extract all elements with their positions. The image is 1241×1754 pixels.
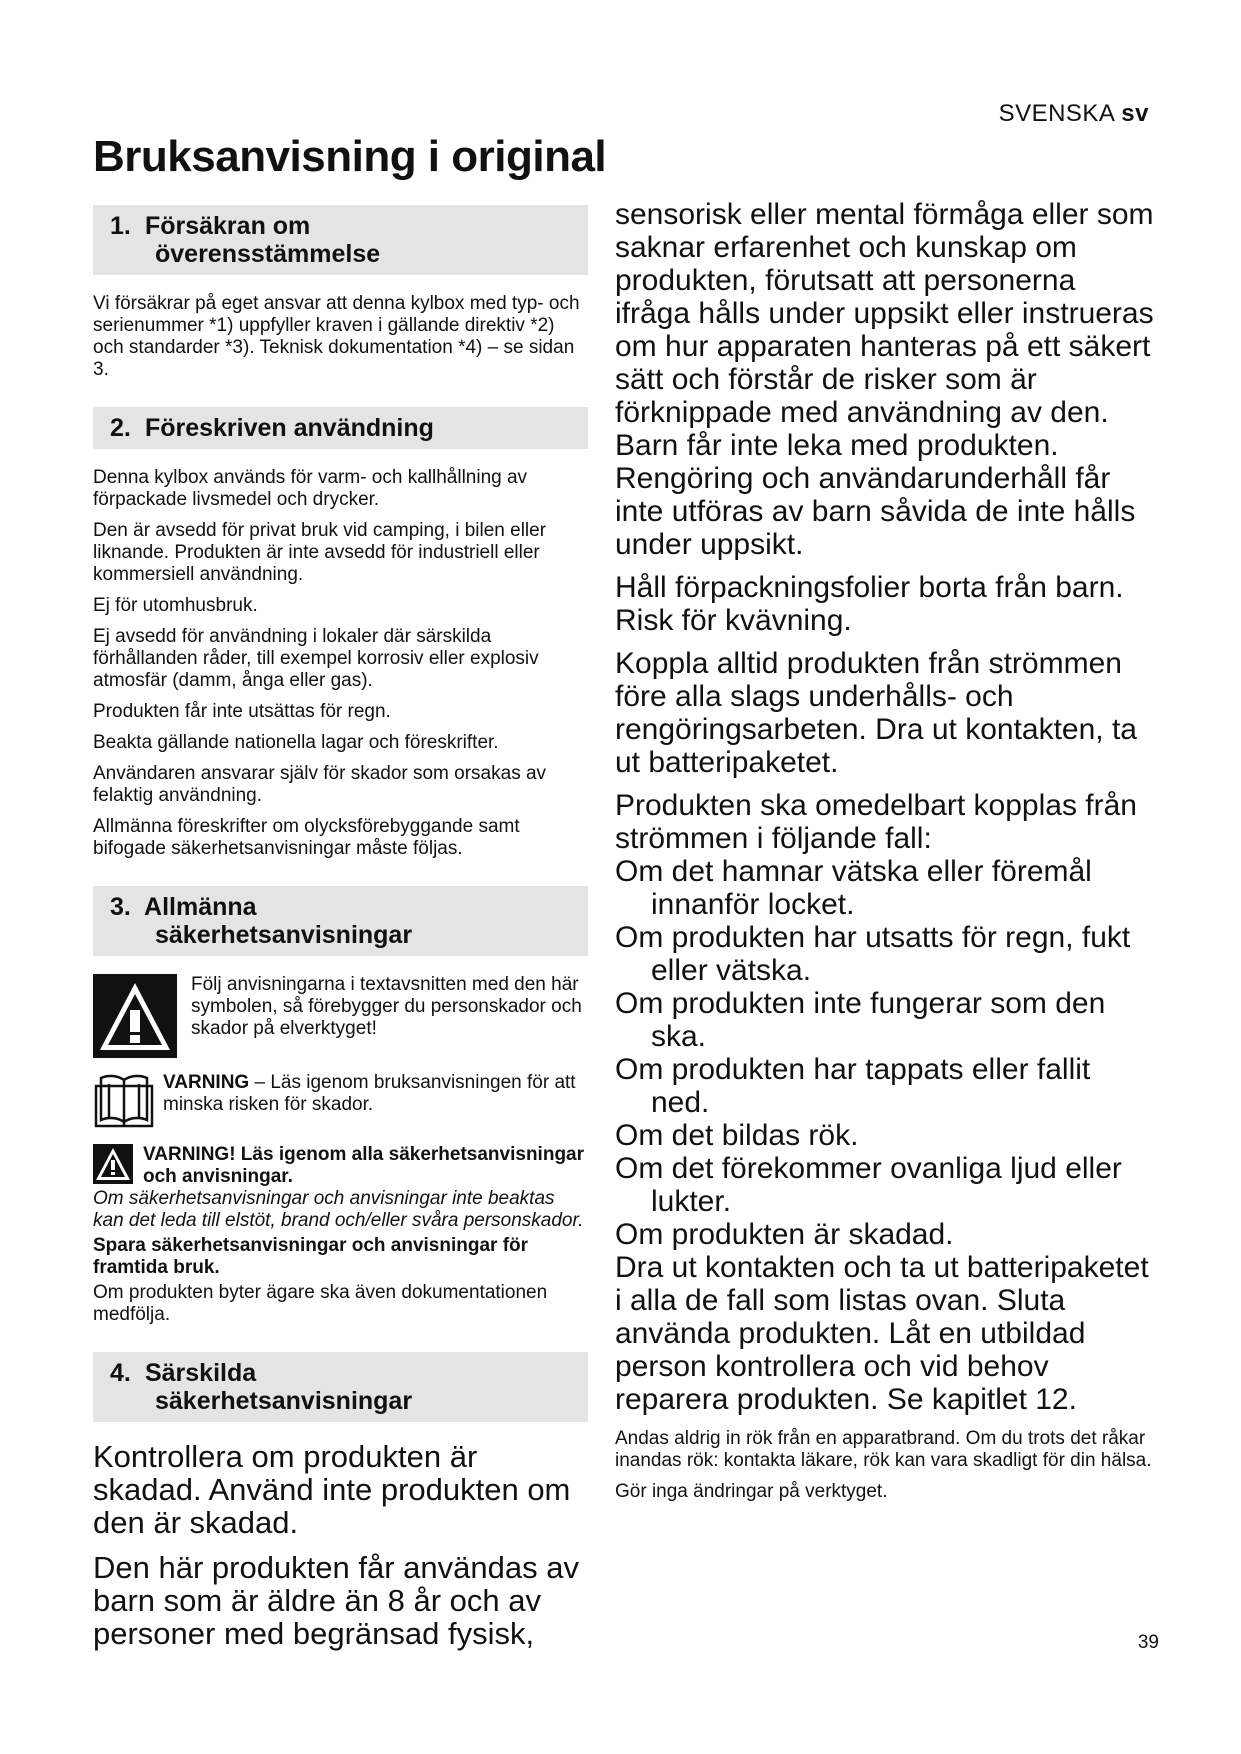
disconnect-conditions-list [615,855,1155,1251]
paragraph: Den är avsedd för privat bruk vid camping, i bilen eller liknande. Produkten är inte avsedd för industriell eller kommersiell användning. [93,520,547,585]
warning-triangle-icon [93,974,177,1063]
section-number: 1. [110,212,131,240]
paragraph: Den här produkten får användas av barn som är äldre än 8 år och av personer med begränsad fysisk, [93,1550,579,1651]
section-title-line2: överensstämmelse [155,240,381,268]
paragraph: Koppla alltid produkten från strömmen före alla slags underhålls- och rengöringsarbeten. Dra ut kontakten, ta ut batteripaketet. [615,647,1137,779]
paragraph: Dra ut kontakten och ta ut batteripaketet i alla de fall som listas ovan. Sluta använda produkten. Låt en utbildad person kontrollera och vid behov reparera produkten. Se kapitlet 12. [615,1251,1149,1416]
list-item: Om produkten har tappats eller fallit ned. [615,1053,1091,1119]
paragraph: Kontrollera om produkten är skadad. Använd inte produkten om den är skadad. [93,1439,571,1540]
list-item: Om det hamnar vätska eller föremål innanför locket. [615,855,1092,921]
warning-consequence-text: Om säkerhetsanvisningar och anvisningar inte beaktas kan det leda till elstöt, brand och/eller svåra personskador. [93,1188,584,1231]
list-item: Om produkten har utsatts för regn, fukt eller vätska. [615,921,1131,987]
paragraph: Ej för utomhusbruk. [93,595,258,616]
manual-warning-text [93,1072,588,1116]
language-name: SVENSKA [998,100,1115,127]
list-item: Om det förekommer ovanliga ljud eller lukter. [615,1152,1122,1218]
section-1-text: Vi försäkrar på eget ansvar att denna kylbox med typ- och serienummer *1) uppfyller kraven i gällande direktiv *2) och standarder *3). Teknisk dokumentation *4) – se sidan 3. [93,293,580,380]
read-warning-block [93,1144,588,1188]
section-title-line1: Allmänna [144,893,257,921]
page-number: 39 [1137,1632,1159,1653]
section-title-line2: säkerhetsanvisningar [155,921,413,949]
paragraph: Andas aldrig in rök från en apparatbrand. Om du trots det råkar inandas rök: kontakta läkare, rök kan vara skadligt för din hälsa. [615,1428,1152,1471]
section-title-line1: Föreskriven användning [144,414,434,442]
left-column [93,205,588,1662]
paragraph: Produkten får inte utsättas för regn. [93,701,391,722]
paragraph: Produkten ska omedelbart kopplas från strömmen i följande fall: [615,789,1137,855]
paragraph: Allmänna föreskrifter om olycksförebyggande samt bifogade säkerhetsanvisningar måste följas. [93,816,520,859]
language-code: sv [1121,100,1149,127]
section-number: 2. [110,414,131,442]
owner-change-text: Om produkten byter ägare ska även dokumentationen medfölja. [93,1282,548,1325]
right-column [615,198,1155,1512]
paragraph: Ej avsedd för användning i lokaler där särskilda förhållanden råder, till exempel korrosiv eller explosiv atmosfär (damm, ånga eller gas). [93,626,539,691]
section-3-heading [93,886,588,956]
paragraph: Användaren ansvarar själv för skador som orsakas av felaktig användning. [93,763,547,806]
warning-symbol-text: Följ anvisningarna i textavsnitten med den här symbolen, så förebygger du personskador och skador på elverktyget! [191,974,582,1039]
section-2-heading [93,407,588,449]
section-number: 3. [110,893,131,921]
list-item: Om det bildas rök. [615,1119,859,1152]
section-title-line1: Särskilda [144,1359,257,1387]
manual-warning-block [93,1072,588,1130]
section-number: 4. [110,1359,131,1387]
paragraph: Håll förpackningsfolier borta från barn. Risk för kvävning. [615,571,1124,637]
paragraph: Gör inga ändringar på verktyget. [615,1481,888,1502]
page-title: Bruksanvisning i original [93,132,607,181]
language-label [999,100,1149,128]
manual-book-icon [93,1072,155,1135]
warning-symbol-block [93,974,588,1058]
list-item: Om produkten är skadad. [615,1218,954,1251]
section-title-line2: säkerhetsanvisningar [155,1387,413,1415]
manual-warning-rest: – Läs igenom bruksanvisningen för att minska risken för skador. [163,1072,576,1115]
manual-warning-bold: VARNING [163,1072,250,1093]
section-4-heading [93,1352,588,1422]
read-warning-bold: VARNING! Läs igenom alla säkerhetsanvisningar och anvisningar. [143,1144,585,1187]
section-title-line1: Försäkran om [144,212,311,240]
paragraph: Beakta gällande nationella lagar och föreskrifter. [93,732,499,753]
section-1-heading [93,205,588,275]
warning-triangle-icon [93,1144,133,1189]
paragraph: Denna kylbox används för varm- och kallhållning av förpackade livsmedel och drycker. [93,467,528,510]
save-instructions-text: Spara säkerhetsanvisningar och anvisningar för framtida bruk. [93,1235,529,1278]
list-item: Om produkten inte fungerar som den ska. [615,987,1106,1053]
paragraph: sensorisk eller mental förmåga eller som saknar erfarenhet och kunskap om produkten, förutsatt att personerna ifråga hålls under uppsikt eller instrueras om hur apparaten hanteras på ett säkert sätt och förstår de risker som är förknippade med användning av den. Barn får inte leka med produkten. Rengöring och användarunderhåll får inte utföras av barn såvida de inte hålls under uppsikt. [615,198,1154,561]
